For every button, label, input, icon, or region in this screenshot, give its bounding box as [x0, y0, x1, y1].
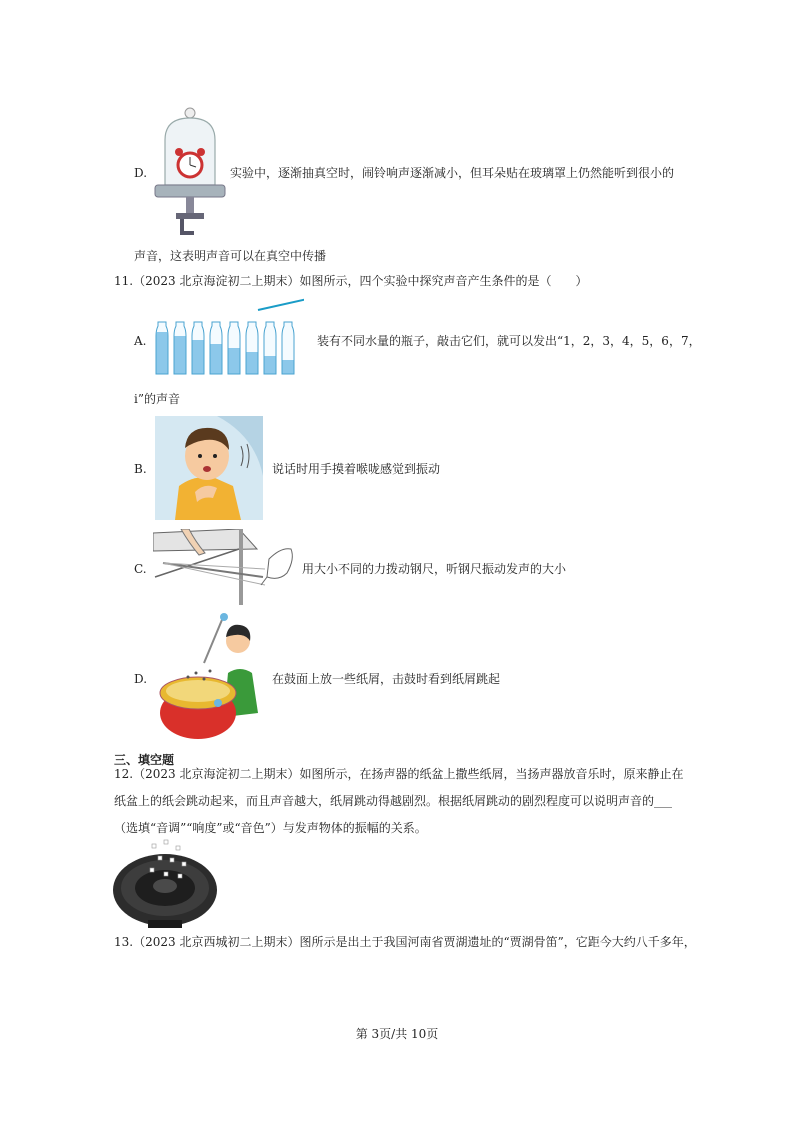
question-text: 13.（2023 北京西城初二上期末）图所示是出土于我国河南省贾湖遗址的“贾湖骨笛”，它距今大约八千多年， [114, 935, 696, 949]
option-letter: D. [134, 672, 148, 686]
option-letter: A. [134, 334, 147, 348]
page-number: 第 3页/共 10页 [355, 1027, 439, 1041]
option-letter: D. [134, 166, 148, 180]
question-stem: 11.（2023 北京海淀初二上期末）如图所示，四个实验中探究声音产生条件的是（ ） [114, 274, 588, 288]
speaker-figure [112, 838, 218, 928]
option-text: 在鼓面上放一些纸屑，击鼓时看到纸屑跳起 [272, 672, 501, 686]
ruler-vibration-figure [153, 529, 298, 605]
option-text: 说话时用手摸着喉咙感觉到振动 [272, 462, 441, 476]
question-text: 纸盆上的纸会跳动起来，而且声音越大，纸屑跳动得越剧烈。根据纸屑跳动的剧烈程度可以说明声音的___ [114, 794, 673, 808]
option-text: 用大小不同的力拨动钢尺，听钢尺振动发声的大小 [302, 562, 567, 576]
option-letter: B. [134, 462, 147, 476]
question-text: 12.（2023 北京海淀初二上期末）如图所示，在扬声器的纸盆上撒些纸屑，当扬声器放音乐时，原来静止在 [114, 767, 684, 781]
drum-paper-figure [158, 613, 262, 741]
option-text-continued: i”的声音 [134, 392, 180, 406]
throat-vibration-figure [155, 416, 263, 520]
question-text: （选填“音调”“响度”或“音色”）与发声物体的振幅的关系。 [114, 821, 427, 835]
option-text: 实验中，逐渐抽真空时，闹铃响声逐渐减小，但耳朵贴在玻璃罩上仍然能听到很小的 [230, 166, 675, 180]
option-letter: C. [134, 562, 147, 576]
option-text-continued: 声音，这表明声音可以在真空中传播 [134, 249, 327, 263]
option-text: 装有不同水量的瓶子，敲击它们，就可以发出“1，2，3，4，5，6，7， [317, 334, 701, 348]
section-heading: 三、填空题 [114, 753, 175, 767]
bell-jar-figure [150, 105, 230, 245]
striking-stick [258, 298, 304, 310]
water-bottles-figure [154, 296, 304, 378]
